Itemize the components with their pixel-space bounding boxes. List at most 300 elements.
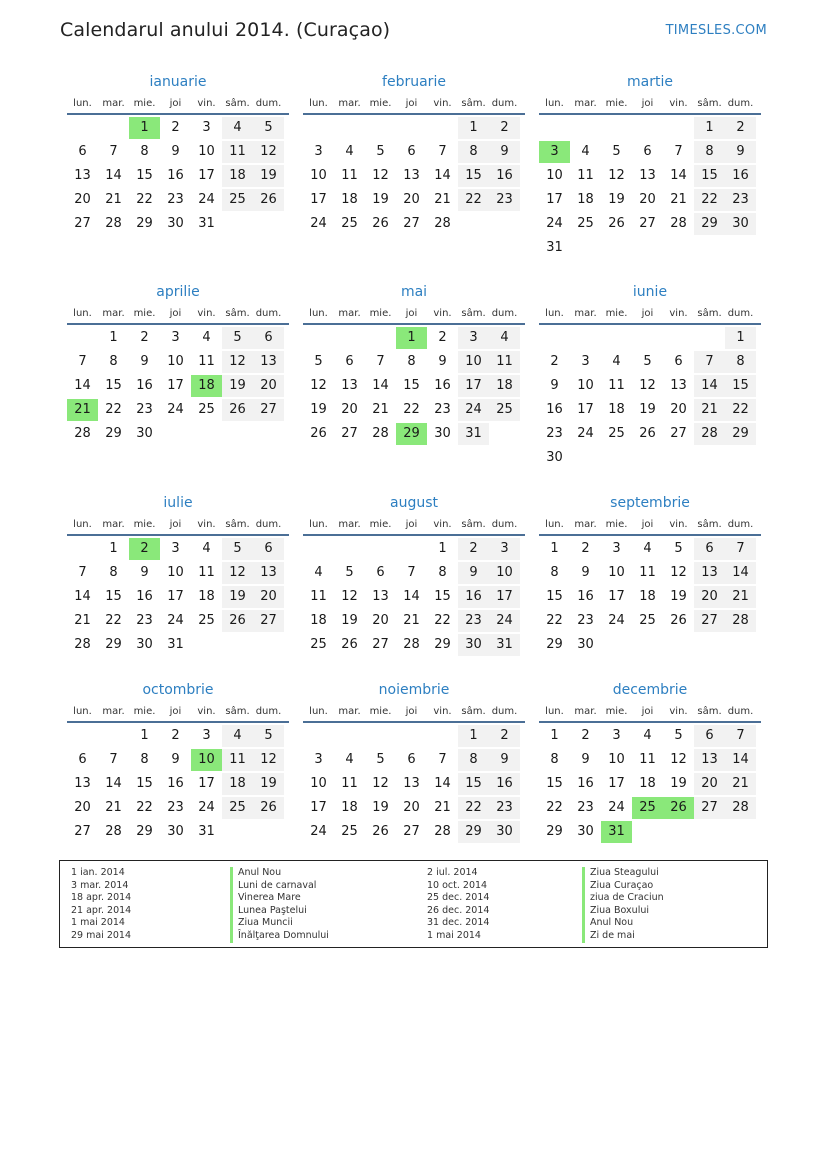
day-cell: 12 xyxy=(639,378,656,393)
week-row xyxy=(67,373,289,397)
day-cell: 2 xyxy=(725,117,756,139)
day-cell: 30 xyxy=(136,637,153,652)
weekday-label: mie. xyxy=(369,706,392,717)
day-cell: 5 xyxy=(345,565,354,580)
week-row xyxy=(303,584,525,608)
day-cell: 7 xyxy=(376,354,385,369)
day-cell: 18 xyxy=(341,800,358,815)
day-cell: 14 xyxy=(74,589,91,604)
day-cell: 24 xyxy=(458,399,489,421)
day-cell: 30 xyxy=(725,213,756,235)
day-cell: 27 xyxy=(253,399,284,421)
empty-day-cell xyxy=(253,634,284,656)
week-row xyxy=(539,373,761,397)
weekday-header xyxy=(303,518,525,536)
day-cell: 20 xyxy=(670,402,687,417)
day-cell: 18 xyxy=(222,773,253,795)
empty-day-cell xyxy=(98,725,129,747)
day-cell: 21 xyxy=(670,192,687,207)
day-cell: 3 xyxy=(202,728,211,743)
weekday-label: sâm. xyxy=(697,519,722,530)
day-cell: 14 xyxy=(725,749,756,771)
day-cell: 8 xyxy=(438,565,447,580)
day-cell: 11 xyxy=(222,749,253,771)
day-cell: 18 xyxy=(639,589,656,604)
day-cell: 15 xyxy=(694,165,725,187)
legend-name: Înălţarea Domnului xyxy=(230,930,329,943)
day-cell: 14 xyxy=(105,168,122,183)
empty-day-cell xyxy=(632,327,663,349)
holiday-day-cell: 21 xyxy=(67,399,98,421)
day-cell: 22 xyxy=(458,797,489,819)
day-cell: 7 xyxy=(78,565,87,580)
day-cell: 6 xyxy=(78,144,87,159)
weekday-label: sâm. xyxy=(461,308,486,319)
legend-name: Ziua Curaçao xyxy=(582,880,664,893)
week-row xyxy=(67,819,289,843)
week-row xyxy=(67,421,289,445)
weekday-label: mar. xyxy=(102,308,125,319)
empty-day-cell xyxy=(334,538,365,560)
weekday-header xyxy=(539,307,761,325)
day-cell: 6 xyxy=(376,565,385,580)
day-cell: 22 xyxy=(136,192,153,207)
empty-day-cell xyxy=(632,821,663,843)
day-cell: 6 xyxy=(407,144,416,159)
day-cell: 9 xyxy=(140,565,149,580)
weekday-label: sâm. xyxy=(225,706,250,717)
brand-link[interactable]: TIMESLES.COM xyxy=(665,23,767,38)
day-cell: 21 xyxy=(403,613,420,628)
weekday-label: joi xyxy=(641,308,654,319)
day-cell: 21 xyxy=(105,800,122,815)
day-cell: 16 xyxy=(458,586,489,608)
week-row xyxy=(67,795,289,819)
week-row xyxy=(67,163,289,187)
day-cell: 29 xyxy=(546,637,563,652)
empty-day-cell xyxy=(725,821,756,843)
day-cell: 25 xyxy=(577,216,594,231)
weekday-label: joi xyxy=(169,519,182,530)
day-cell: 28 xyxy=(725,797,756,819)
weekday-header xyxy=(303,705,525,723)
day-cell: 31 xyxy=(489,634,520,656)
week-row xyxy=(67,211,289,235)
week-row xyxy=(539,421,761,445)
day-cell: 31 xyxy=(458,423,489,445)
day-cell: 4 xyxy=(612,354,621,369)
weekday-label: dum. xyxy=(727,308,754,319)
day-cell: 11 xyxy=(310,589,327,604)
empty-day-cell xyxy=(489,423,520,445)
day-cell: 29 xyxy=(105,637,122,652)
day-cell: 23 xyxy=(434,402,451,417)
empty-day-cell xyxy=(632,117,663,139)
week-row xyxy=(67,608,289,632)
day-cell: 27 xyxy=(74,216,91,231)
day-cell: 16 xyxy=(136,378,153,393)
day-cell: 12 xyxy=(372,168,389,183)
holiday-day-cell: 1 xyxy=(396,327,427,349)
weekday-label: mie. xyxy=(369,98,392,109)
day-cell: 2 xyxy=(550,354,559,369)
day-cell: 28 xyxy=(74,426,91,441)
weekday-label: dum. xyxy=(491,519,518,530)
day-cell: 16 xyxy=(577,589,594,604)
week-row xyxy=(303,373,525,397)
day-cell: 17 xyxy=(167,378,184,393)
weekday-label: lun. xyxy=(73,706,92,717)
weekday-label: joi xyxy=(405,308,418,319)
week-row xyxy=(67,584,289,608)
empty-day-cell xyxy=(663,117,694,139)
day-cell: 9 xyxy=(171,752,180,767)
day-cell: 12 xyxy=(222,562,253,584)
week-row xyxy=(539,235,761,259)
day-cell: 18 xyxy=(577,192,594,207)
day-cell: 6 xyxy=(345,354,354,369)
day-cell: 17 xyxy=(310,800,327,815)
day-cell: 17 xyxy=(489,586,520,608)
month-martie xyxy=(539,73,761,259)
month-august xyxy=(303,494,525,656)
day-cell: 1 xyxy=(438,541,447,556)
weekday-label: vin. xyxy=(433,706,452,717)
day-cell: 5 xyxy=(674,541,683,556)
week-row xyxy=(539,139,761,163)
day-cell: 30 xyxy=(577,824,594,839)
empty-day-cell xyxy=(334,725,365,747)
weekday-label: lun. xyxy=(545,706,564,717)
month-title: octombrie xyxy=(142,682,214,698)
empty-day-cell xyxy=(427,117,458,139)
legend-name: Anul Nou xyxy=(230,867,329,880)
day-cell: 19 xyxy=(670,776,687,791)
month-title: februarie xyxy=(382,74,446,90)
day-cell: 10 xyxy=(198,144,215,159)
weekday-label: mar. xyxy=(574,308,597,319)
day-cell: 30 xyxy=(489,821,520,843)
day-cell: 13 xyxy=(74,168,91,183)
day-cell: 9 xyxy=(581,565,590,580)
holiday-day-cell: 18 xyxy=(191,375,222,397)
day-cell: 8 xyxy=(458,749,489,771)
week-row xyxy=(67,747,289,771)
weekday-label: sâm. xyxy=(225,519,250,530)
day-cell: 9 xyxy=(489,141,520,163)
day-cell: 23 xyxy=(136,613,153,628)
day-cell: 27 xyxy=(670,426,687,441)
day-cell: 23 xyxy=(725,189,756,211)
day-cell: 1 xyxy=(725,327,756,349)
day-cell: 11 xyxy=(198,354,215,369)
weekday-header xyxy=(67,518,289,536)
month-februarie xyxy=(303,73,525,235)
day-cell: 7 xyxy=(674,144,683,159)
day-cell: 14 xyxy=(725,562,756,584)
day-cell: 14 xyxy=(74,378,91,393)
week-row xyxy=(303,349,525,373)
month-title: decembrie xyxy=(612,682,688,698)
legend-date: 18 apr. 2014 xyxy=(71,892,132,904)
day-cell: 28 xyxy=(670,216,687,231)
day-cell: 10 xyxy=(167,565,184,580)
empty-day-cell xyxy=(601,447,632,469)
legend-date: 31 dec. 2014 xyxy=(427,917,490,929)
week-row xyxy=(303,139,525,163)
week-row xyxy=(539,819,761,843)
weekday-label: vin. xyxy=(669,98,688,109)
day-cell: 17 xyxy=(198,168,215,183)
day-cell: 23 xyxy=(167,192,184,207)
weekday-label: sâm. xyxy=(225,98,250,109)
day-cell: 16 xyxy=(546,402,563,417)
month-title: august xyxy=(390,495,438,511)
day-cell: 20 xyxy=(74,192,91,207)
day-cell: 22 xyxy=(725,399,756,421)
day-cell: 6 xyxy=(407,752,416,767)
day-cell: 9 xyxy=(725,141,756,163)
weekday-label: mar. xyxy=(102,98,125,109)
day-cell: 26 xyxy=(253,797,284,819)
day-cell: 21 xyxy=(725,586,756,608)
day-cell: 8 xyxy=(109,354,118,369)
day-cell: 4 xyxy=(222,117,253,139)
day-cell: 21 xyxy=(434,192,451,207)
day-cell: 25 xyxy=(222,797,253,819)
day-cell: 13 xyxy=(74,776,91,791)
month-noiembrie xyxy=(303,681,525,843)
empty-day-cell xyxy=(539,327,570,349)
day-cell: 19 xyxy=(253,773,284,795)
week-row xyxy=(303,632,525,656)
month-iulie xyxy=(67,494,289,656)
day-cell: 23 xyxy=(577,800,594,815)
day-cell: 11 xyxy=(222,141,253,163)
day-cell: 28 xyxy=(372,426,389,441)
empty-day-cell xyxy=(539,117,570,139)
week-row xyxy=(539,211,761,235)
day-cell: 22 xyxy=(136,800,153,815)
weekday-label: dum. xyxy=(491,706,518,717)
day-cell: 26 xyxy=(253,189,284,211)
day-cell: 29 xyxy=(546,824,563,839)
day-cell: 18 xyxy=(608,402,625,417)
day-cell: 13 xyxy=(694,749,725,771)
week-row xyxy=(303,397,525,421)
weekday-label: lun. xyxy=(73,519,92,530)
day-cell: 20 xyxy=(341,402,358,417)
day-cell: 12 xyxy=(670,565,687,580)
month-aprilie xyxy=(67,283,289,445)
weekday-label: sâm. xyxy=(461,519,486,530)
day-cell: 14 xyxy=(403,589,420,604)
week-row xyxy=(67,349,289,373)
day-cell: 29 xyxy=(725,423,756,445)
day-cell: 4 xyxy=(345,144,354,159)
page-title: Calendarul anului 2014. (Curaçao) xyxy=(60,19,391,41)
day-cell: 8 xyxy=(140,144,149,159)
empty-day-cell xyxy=(222,213,253,235)
day-cell: 24 xyxy=(577,426,594,441)
day-cell: 20 xyxy=(639,192,656,207)
day-cell: 28 xyxy=(74,637,91,652)
weekday-label: sâm. xyxy=(225,308,250,319)
day-cell: 25 xyxy=(198,613,215,628)
day-cell: 30 xyxy=(434,426,451,441)
day-cell: 18 xyxy=(489,375,520,397)
day-cell: 30 xyxy=(577,637,594,652)
day-cell: 6 xyxy=(253,327,284,349)
legend-dates-col-1 xyxy=(71,867,131,943)
week-row xyxy=(67,560,289,584)
day-cell: 14 xyxy=(434,776,451,791)
day-cell: 6 xyxy=(253,538,284,560)
day-cell: 1 xyxy=(550,541,559,556)
day-cell: 23 xyxy=(489,797,520,819)
day-cell: 16 xyxy=(136,589,153,604)
day-cell: 23 xyxy=(167,800,184,815)
legend-date: 10 oct. 2014 xyxy=(427,879,488,891)
weekday-label: dum. xyxy=(727,519,754,530)
day-cell: 28 xyxy=(105,216,122,231)
weekday-label: vin. xyxy=(197,519,216,530)
day-cell: 25 xyxy=(310,637,327,652)
empty-day-cell xyxy=(160,423,191,445)
day-cell: 16 xyxy=(577,776,594,791)
day-cell: 19 xyxy=(253,165,284,187)
empty-day-cell xyxy=(303,538,334,560)
day-cell: 24 xyxy=(167,613,184,628)
legend-date: 2 iul. 2014 xyxy=(427,867,478,878)
week-row xyxy=(303,819,525,843)
weekday-label: mie. xyxy=(369,519,392,530)
day-cell: 26 xyxy=(222,399,253,421)
day-cell: 28 xyxy=(434,824,451,839)
day-cell: 2 xyxy=(438,330,447,345)
empty-day-cell xyxy=(253,213,284,235)
empty-day-cell xyxy=(570,447,601,469)
day-cell: 12 xyxy=(253,141,284,163)
empty-day-cell xyxy=(365,538,396,560)
weekday-label: mar. xyxy=(338,706,361,717)
day-cell: 16 xyxy=(725,165,756,187)
day-cell: 17 xyxy=(167,589,184,604)
day-cell: 26 xyxy=(372,824,389,839)
legend-dates-col-2 xyxy=(427,867,489,943)
day-cell: 4 xyxy=(202,330,211,345)
day-cell: 21 xyxy=(725,773,756,795)
weekday-label: dum. xyxy=(255,98,282,109)
day-cell: 17 xyxy=(198,776,215,791)
weekday-label: joi xyxy=(641,706,654,717)
week-row xyxy=(67,536,289,560)
day-cell: 2 xyxy=(489,117,520,139)
day-cell: 25 xyxy=(341,216,358,231)
month-title: septembrie xyxy=(610,495,690,511)
day-cell: 23 xyxy=(489,189,520,211)
day-cell: 22 xyxy=(546,613,563,628)
holiday-legend xyxy=(59,860,768,948)
day-cell: 20 xyxy=(253,586,284,608)
day-cell: 10 xyxy=(608,752,625,767)
day-cell: 14 xyxy=(434,168,451,183)
day-cell: 28 xyxy=(403,637,420,652)
weekday-label: dum. xyxy=(491,308,518,319)
empty-day-cell xyxy=(601,327,632,349)
empty-day-cell xyxy=(67,117,98,139)
day-cell: 7 xyxy=(78,354,87,369)
day-cell: 5 xyxy=(253,725,284,747)
empty-day-cell xyxy=(365,327,396,349)
day-cell: 27 xyxy=(341,426,358,441)
day-cell: 17 xyxy=(577,402,594,417)
empty-day-cell xyxy=(303,327,334,349)
day-cell: 24 xyxy=(198,192,215,207)
week-row xyxy=(539,397,761,421)
empty-day-cell xyxy=(253,423,284,445)
day-cell: 11 xyxy=(639,752,656,767)
day-cell: 4 xyxy=(643,728,652,743)
week-row xyxy=(303,747,525,771)
day-cell: 4 xyxy=(345,752,354,767)
day-cell: 24 xyxy=(608,613,625,628)
day-cell: 4 xyxy=(202,541,211,556)
empty-day-cell xyxy=(67,725,98,747)
week-row xyxy=(539,325,761,349)
day-cell: 14 xyxy=(372,378,389,393)
weekday-label: vin. xyxy=(197,308,216,319)
day-cell: 20 xyxy=(372,613,389,628)
weekday-label: mar. xyxy=(338,519,361,530)
day-cell: 14 xyxy=(670,168,687,183)
week-row xyxy=(303,723,525,747)
day-cell: 31 xyxy=(167,637,184,652)
day-cell: 3 xyxy=(171,330,180,345)
weekday-label: joi xyxy=(405,706,418,717)
day-cell: 7 xyxy=(725,538,756,560)
week-row xyxy=(67,632,289,656)
day-cell: 26 xyxy=(341,637,358,652)
day-cell: 24 xyxy=(310,216,327,231)
day-cell: 7 xyxy=(438,752,447,767)
day-cell: 3 xyxy=(612,541,621,556)
day-cell: 11 xyxy=(639,565,656,580)
weekday-label: sâm. xyxy=(461,706,486,717)
day-cell: 19 xyxy=(310,402,327,417)
day-cell: 27 xyxy=(74,824,91,839)
weekday-header xyxy=(539,518,761,536)
day-cell: 22 xyxy=(105,402,122,417)
day-cell: 28 xyxy=(105,824,122,839)
weekday-label: sâm. xyxy=(697,308,722,319)
day-cell: 2 xyxy=(171,120,180,135)
legend-names-col-2 xyxy=(582,867,664,943)
day-cell: 17 xyxy=(310,192,327,207)
weekday-header xyxy=(539,97,761,115)
week-row xyxy=(539,771,761,795)
empty-day-cell xyxy=(191,423,222,445)
day-cell: 27 xyxy=(639,216,656,231)
day-cell: 2 xyxy=(171,728,180,743)
weekday-label: mie. xyxy=(133,98,156,109)
empty-day-cell xyxy=(396,725,427,747)
weekday-label: dum. xyxy=(255,308,282,319)
day-cell: 23 xyxy=(136,402,153,417)
empty-day-cell xyxy=(570,237,601,259)
empty-day-cell xyxy=(694,237,725,259)
day-cell: 22 xyxy=(105,613,122,628)
